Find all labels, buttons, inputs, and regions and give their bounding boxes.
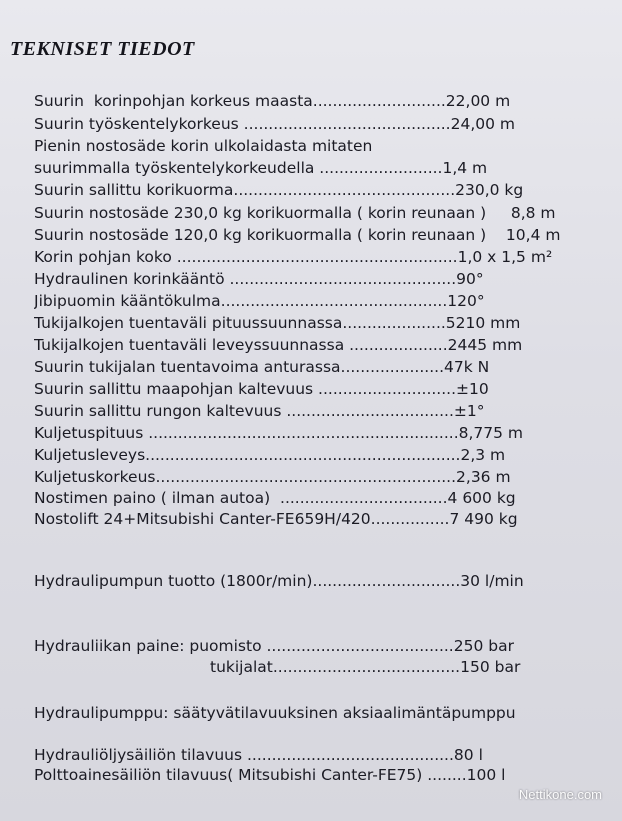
- spec-line: Polttoainesäiliön tilavuus( Mitsubishi Canter-FE75) ........100 l: [34, 766, 506, 784]
- spec-line: Suurin nostosäde 120,0 kg korikuormalla ( korin reunaan ) 10,4 m: [34, 226, 561, 244]
- spec-line: Hydraulipumppu: säätyvätilavuuksinen aksiaalimäntäpumppu: [34, 704, 516, 722]
- watermark: Nettikone.com: [518, 787, 602, 802]
- spec-line: Hydraulinen korinkääntö ..............................................90°: [34, 270, 484, 288]
- spec-line: Suurin sallittu rungon kaltevuus ..................................±1°: [34, 402, 485, 420]
- spec-line: Kuljetusleveys................................................................2,3 m: [34, 446, 506, 464]
- spec-line: suurimmalla työskentelykorkeudella .........................1,4 m: [34, 159, 488, 177]
- spec-line: Suurin sallittu korikuorma.............................................230,0 kg: [34, 181, 524, 199]
- spec-line: Hydraulipumpun tuotto (1800r/min)..............................30 l/min: [34, 572, 524, 590]
- page-title: TEKNISET TIEDOT: [10, 38, 195, 60]
- spec-line: Suurin tukijalan tuentavoima anturassa.....................47k N: [34, 358, 490, 376]
- spec-line: Korin pohjan koko .........................................................1,0 x 1,5 m²: [34, 248, 553, 266]
- spec-line: Suurin työskentelykorkeus ..........................................24,00 m: [34, 115, 515, 133]
- spec-line: Nostimen paino ( ilman autoa) ..................................4 600 kg: [34, 489, 516, 507]
- spec-line: Jibipuomin kääntökulma..............................................120°: [34, 292, 485, 310]
- spec-line: tukijalat......................................150 bar: [210, 658, 521, 676]
- spec-line: Pienin nostosäde korin ulkolaidasta mitaten: [34, 137, 373, 155]
- spec-line: Tukijalkojen tuentaväli leveyssuunnassa ....................2445 mm: [34, 336, 523, 354]
- spec-line: Hydrauliikan paine: puomisto ......................................250 bar: [34, 637, 514, 655]
- spec-line: Nostolift 24+Mitsubishi Canter-FE659H/420................7 490 kg: [34, 510, 518, 528]
- spec-line: Suurin sallittu maapohjan kaltevuus ............................±10: [34, 380, 489, 398]
- spec-line: Hydrauliöljysäiliön tilavuus ..........................................80 l: [34, 746, 483, 764]
- spec-line: Tukijalkojen tuentaväli pituussuunnassa.....................5210 mm: [34, 314, 521, 332]
- spec-line: Kuljetuskorkeus.............................................................2,36 m: [34, 468, 511, 486]
- spec-line: Suurin nostosäde 230,0 kg korikuormalla ( korin reunaan ) 8,8 m: [34, 204, 556, 222]
- spec-line: Kuljetuspituus ...............................................................8,775 m: [34, 424, 524, 442]
- spec-line: Suurin korinpohjan korkeus maasta...........................22,00 m: [34, 92, 511, 110]
